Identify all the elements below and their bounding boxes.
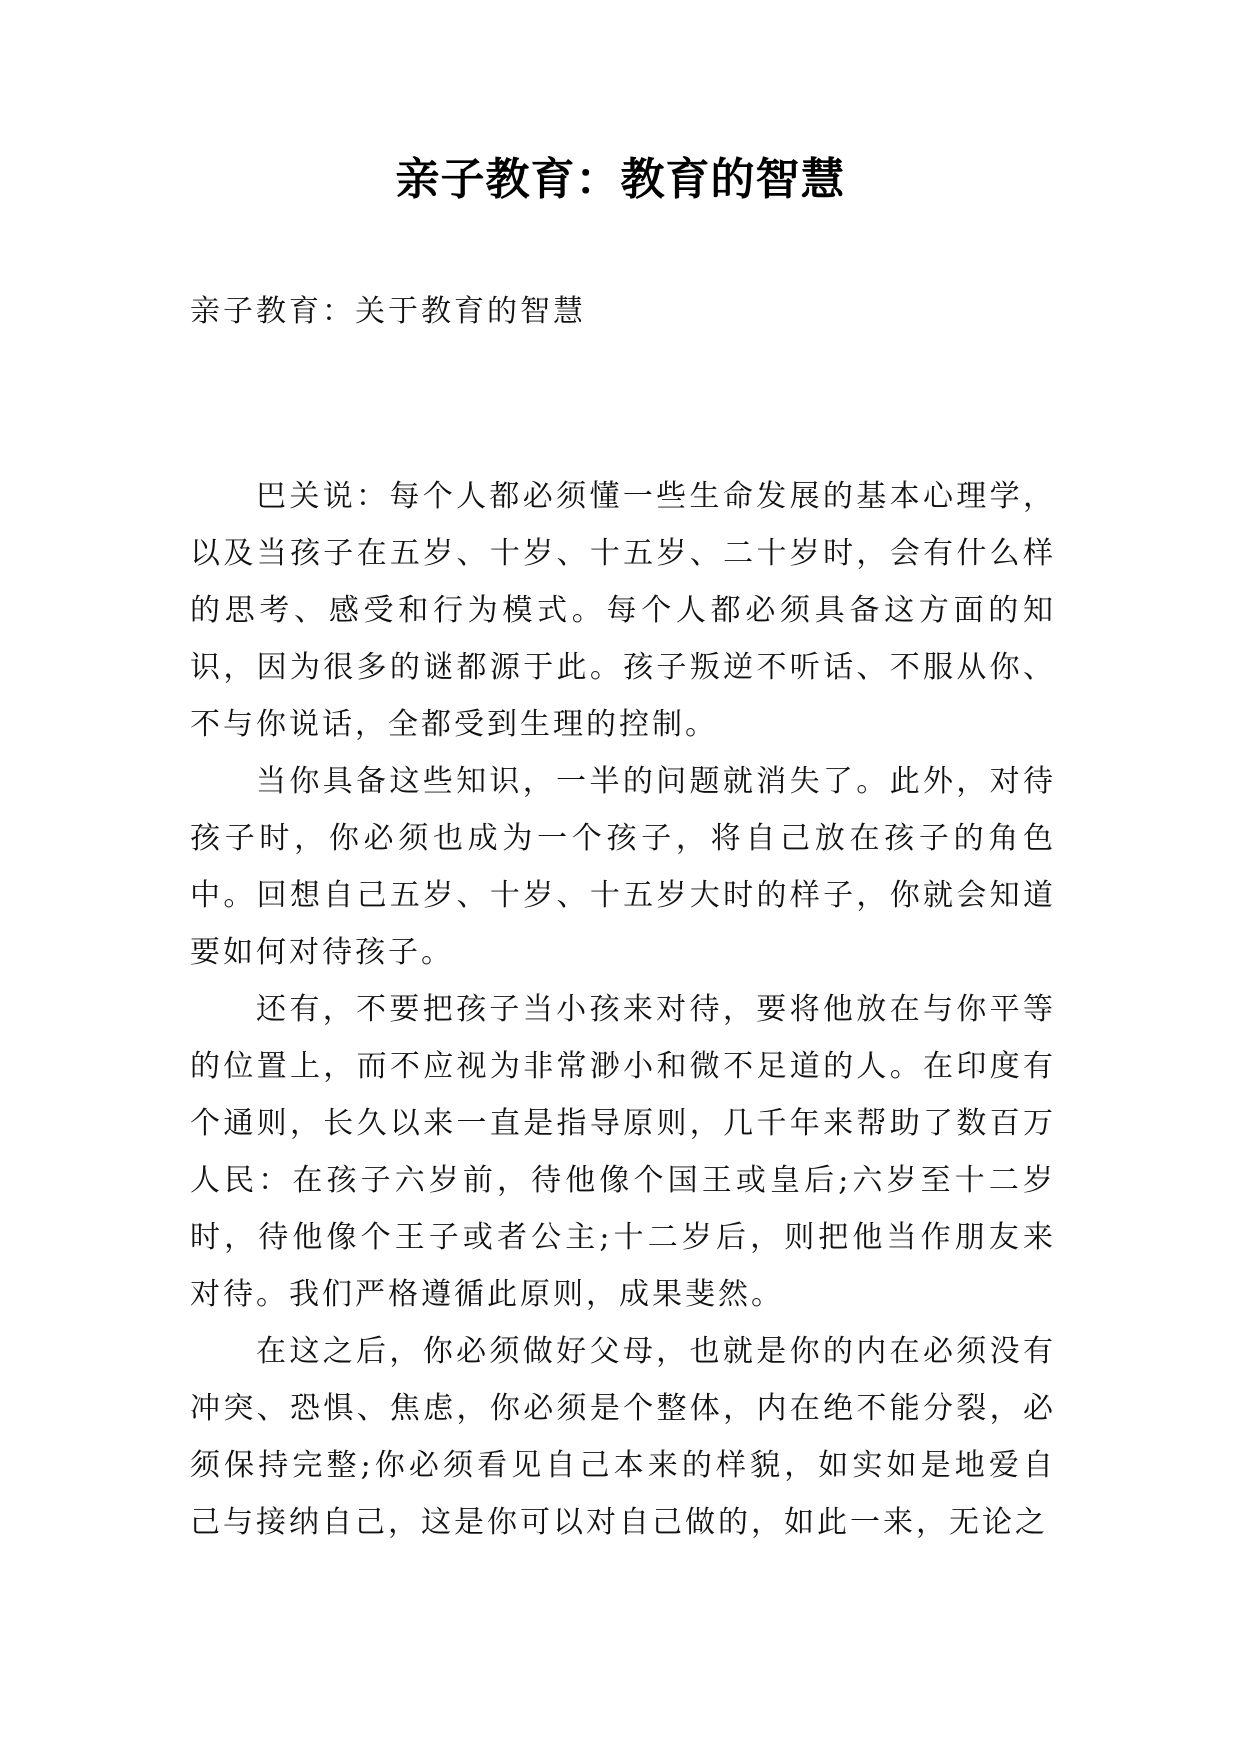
document-subtitle: 亲子教育：关于教育的智慧 — [190, 294, 586, 329]
body-paragraph: 当你具备这些知识，一半的问题就消失了。此外，对待孩子时，你必须也成为一个孩子，将自己放在孩子的角色中。回想自己五岁、十岁、十五岁大时的样子，你就会知道要如何对待孩子。 — [190, 764, 1056, 970]
body-paragraph: 巴关说：每个人都必须懂一些生命发展的基本心理学，以及当孩子在五岁、十岁、十五岁、二十岁时，会有什么样的思考、感受和行为模式。每个人都必须具备这方面的知识，因为很多的谜都源于此。孩子叛逆不听话、不服从你、不与你说话，全都受到生理的控制。 — [190, 479, 1056, 742]
body-paragraph: 在这之后，你必须做好父母，也就是你的内在必须没有冲突、恐惧、焦虑，你必须是个整体，内在绝不能分裂，必须保持完整;你必须看见自己本来的样貌，如实如是地爱自己与接纳自己，这是你可以对自己做的，如此一来，无论之 — [190, 1334, 1056, 1540]
body-paragraph: 还有，不要把孩子当小孩来对待，要将他放在与你平等的位置上，而不应视为非常渺小和微不足道的人。在印度有个通则，长久以来一直是指导原则，几千年来帮助了数百万人民：在孩子六岁前，待他像个国王或皇后;六岁至十二岁时，待他像个王子或者公主;十二岁后，则把他当作朋友来对待。我们严格遵循此原则，成果斐然。 — [190, 992, 1056, 1312]
document-title: 亲子教育：教育的智慧 — [395, 154, 846, 205]
document-body — [190, 468, 1056, 1551]
